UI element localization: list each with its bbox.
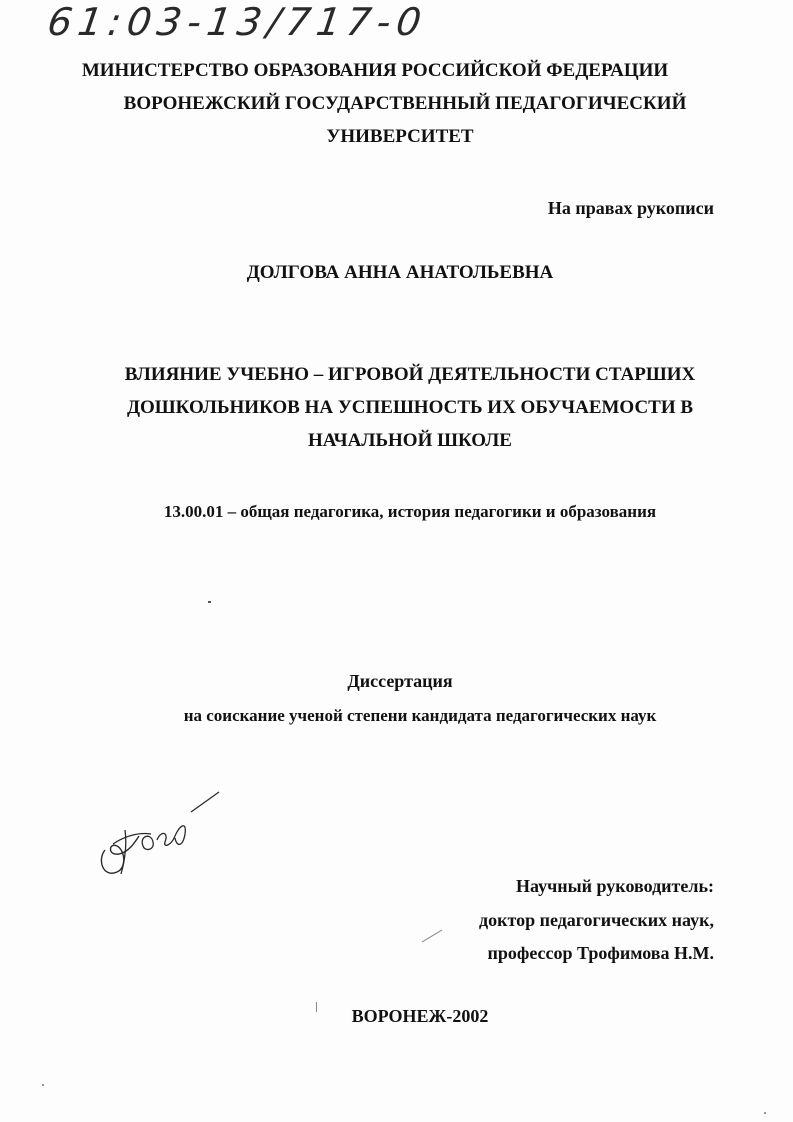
supervisor-name: профессор Трофимова Н.М. xyxy=(487,943,714,963)
author-name: ДОЛГОВА АННА АНАТОЛЬЕВНА xyxy=(246,262,554,283)
ministry-heading: МИНИСТЕРСТВО ОБРАЗОВАНИЯ РОССИЙСКОЙ ФЕДЕРАЦИИ xyxy=(81,60,669,81)
thesis-title-line1: ВЛИЯНИЕ УЧЕБНО – ИГРОВОЙ ДЕЯТЕЛЬНОСТИ СТАРШИХ xyxy=(124,364,696,385)
thesis-title-line3: НАЧАЛЬНОЙ ШКОЛЕ xyxy=(308,430,512,451)
handwritten-registry-code: 61:03-13/717-0 xyxy=(44,0,430,44)
rights-note: На правах рукописи xyxy=(547,198,714,218)
university-heading-line1: ВОРОНЕЖСКИЙ ГОСУДАРСТВЕННЫЙ ПЕДАГОГИЧЕСКИЙ xyxy=(123,93,687,114)
scan-speck xyxy=(208,601,211,603)
city-year: ВОРОНЕЖ-2002 xyxy=(351,1006,489,1026)
supervisor-label: Научный руководитель: xyxy=(516,876,714,896)
thesis-title-line2: ДОШКОЛЬНИКОВ НА УСПЕШНОСТЬ ИХ ОБУЧАЕМОСТИ В xyxy=(126,397,694,418)
specialty-code: 13.00.01 – общая педагогика, история педагогики и образования xyxy=(163,502,657,521)
scan-speck xyxy=(42,1084,44,1086)
scan-pen-mark xyxy=(420,928,444,944)
dissertation-purpose: на соискание ученой степени кандидата педагогических наук xyxy=(183,706,657,725)
scan-speck xyxy=(764,1112,766,1114)
handwritten-signature xyxy=(95,790,225,885)
dissertation-label: Диссертация xyxy=(347,671,453,691)
supervisor-degree: доктор педагогических наук, xyxy=(478,910,714,930)
university-heading-line2: УНИВЕРСИТЕТ xyxy=(326,126,474,147)
